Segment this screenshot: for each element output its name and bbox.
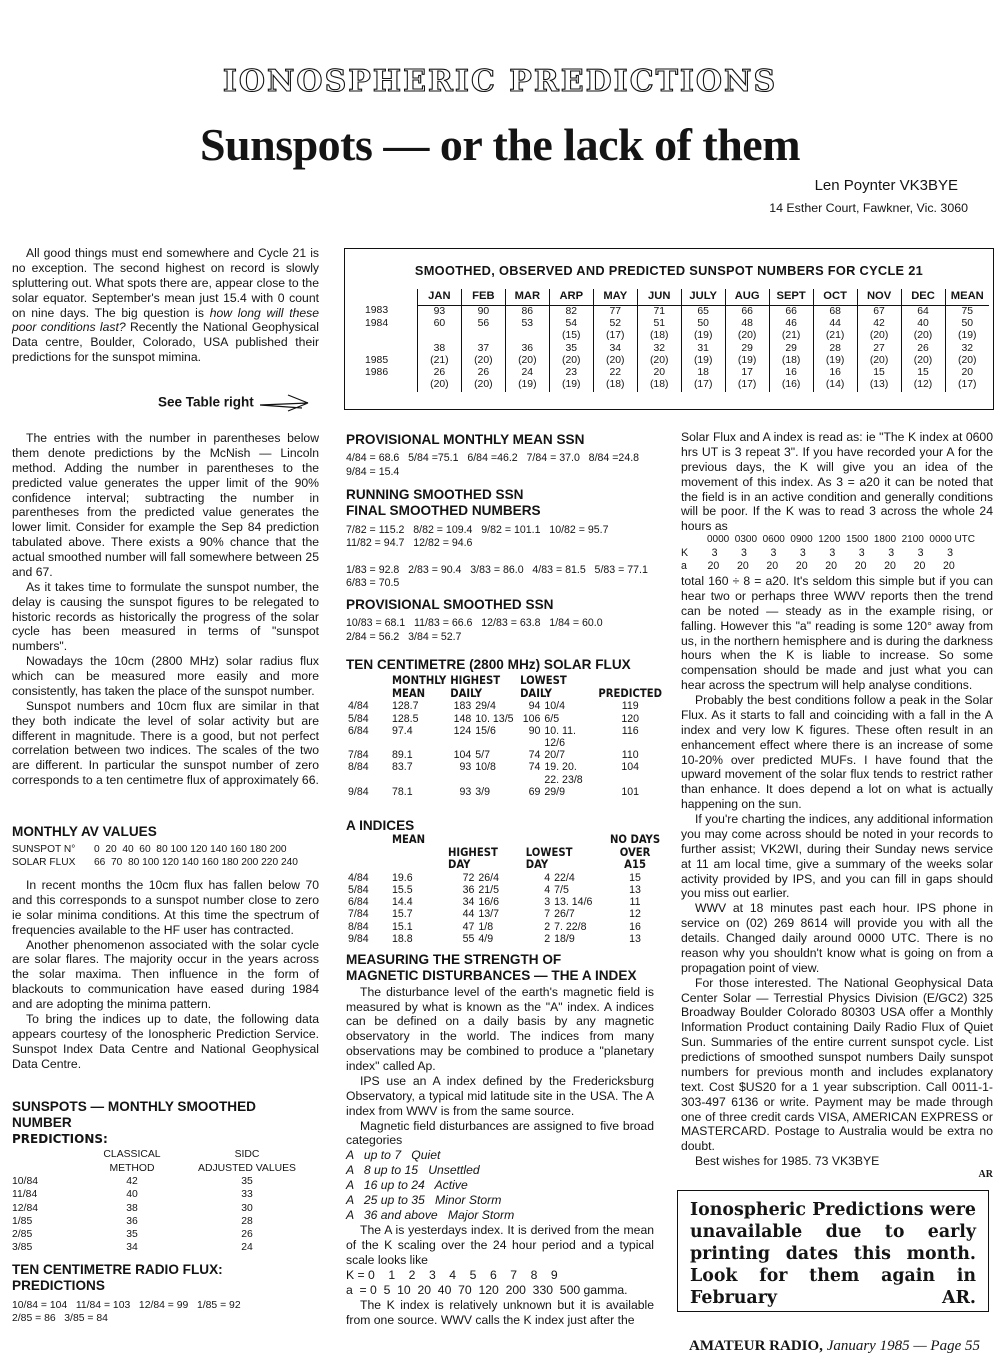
table-cell: 7/5 [554, 884, 569, 897]
table-cell: 29 (18) [769, 343, 813, 368]
table-cell: 32 (20) [945, 343, 989, 368]
table-cell: 15.7 [392, 908, 413, 921]
table-cell: 6/5 [544, 712, 560, 725]
table-row: 1/85 36 28 [12, 1215, 253, 1227]
table-cell: 65 [681, 305, 725, 318]
section-kicker: IONOSPHERIC PREDICTIONS [222, 64, 778, 99]
table-cell: 29/9 [544, 785, 566, 798]
table-cell: 2 [544, 920, 551, 933]
ar-end-mark: AR [978, 1169, 993, 1181]
measuring-section: MEASURING THE STRENGTH OF MAGNETIC DISTURBANCES — THE A INDEX The disturbance level of the earth's magnetic field is measured by what is known as the "A" index. A indices can be defined on a daily basis by any magnetic observatory in the world. The indices from many observations may be combined to produce a "planetary index" called Ap. IPS use an A index defined by the Fredericksburg Observatory, a typical mid latitude site in the USA. The A index from WWV is from the same source. Magnetic field disturbances are assigned to five broad categories A up to 7 Quiet A 8 up to 15 Unsettled A 16 up to 24 Active A 25 up to 35 Minor Storm A 36 and above Major Storm The A is yesterdays index. It is derived from the mean of the K scaling over the 24 hour period and a typical scale looks like K = 0 1 2 3 4 5 6 7 8 9 a = 0 5 10 20 40 70 120 200 330 500 gamma. The K index is relatively unknown but it is available from one source. WWV calls the K index just after the [346, 952, 654, 1327]
smoothed-table: CLASSICAL SIDC METHOD ADJUSTED VALUES 10/84 42 35 11/84 40 33 12/84 38 30 1/85 36 28 2/85 35 26 3/85 34 24 [12, 1148, 312, 1255]
table-row [346, 884, 664, 896]
month-header: NOV [857, 289, 901, 305]
table-cell: 42 (20) [857, 318, 901, 343]
table-cell: 104 [453, 749, 472, 762]
table-cell: 48 (20) [725, 318, 769, 343]
table-cell: 32 (20) [637, 343, 681, 368]
table-cell: 26 (20) [461, 367, 505, 392]
table-cell: 17 (17) [725, 367, 769, 392]
table-cell: 9/84 [348, 785, 369, 798]
table-cell: 14.4 [392, 896, 413, 909]
table-cell: 67 [857, 305, 901, 318]
table-cell: 7/84 [348, 749, 369, 762]
table-cell: 26/4 [478, 871, 500, 884]
table-cell: 4/84 [348, 700, 369, 713]
table-cell: 75 [945, 305, 989, 318]
table-cell: 82 [549, 305, 593, 318]
running-smoothed: RUNNING SMOOTHED SSN FINAL SMOOTHED NUMBERS 7/82 = 115.2 8/82 = 109.4 9/82 = 101.1 10/82 = 95.7 11/82 = 94.7 12/82 = 94.6 1/83 = 92.8 2/83 = 90.4 3/83 = 86.0 4/83 = 81.5 5/83 = 77.1 6/83 = 70.5 [346, 487, 648, 590]
table-cell: 18.8 [392, 932, 413, 945]
table-cell: 128.5 [392, 712, 419, 725]
table-cell: 54 (15) [549, 318, 593, 343]
month-header: FEB [461, 289, 505, 305]
article-title: Sunspots — or the lack of them [199, 119, 801, 170]
table-cell: 13. 14/6 [554, 896, 593, 909]
table-cell: 16 (14) [813, 367, 857, 392]
right-column: Solar Flux and A index is read as: ie "The K index at 0600 hrs UT is 3 repeat 3". If you have recorded your A for the previous days, the K will give you an idea of the movement of this index. As 3 = a20 it can be noted that the field is in an active condition and generally conditions will be poor. If the K was to read 3 across the whole 24 hours as 0000 0300 0600 0900 1200 1500 1800 2100 0000 UTC K 3 3 3 3 3 3 3 3 3 a 20 20 20 20 20 20 20 20 20 total 160 ÷ 8 = a20. It's seldom this simple but if you can hear two or perhaps three WWV reports then the trend can be noted — steady as in the example rising, or falling. However this "a" reading is some 120° away from us, in the northern hemisphere and is during the darkness hours when the K is liable to increase. So some compensation should be made and just what you can hear across the spectrum will help analyse conditions. Probably the best conditions follow a peak in the Solar Flux. As it starts to fall and coinciding with a fall in the A index and very low K figures. These often result in an enhancement effect where there is an increase of some 10-20% over predicted MUFs. I have found that the upward movement of the solar flux tends to restrict rather than enhance. It does depend a lot on what is actually happening on the sun. If you're charting the indices, any additional information you may come across should be noted in your records to further assist; VK2WI, during their Sunday news service at 11 am local time, give a summary of the weeks solar activity provided by IPS, and you can fill in gaps should you miss out earlier. WWV at 18 minutes past each hour. IPS phone in service on (02) 269 8614 will provide you with all the details. Changed daily around 0000 UTC. There is no reason why you shouldn't know what is going on from a propagation point of view. For those interested. The National Geophysical Data Center Solar — Terrestial Physics Division (E/GC2) 325 Broadway Boulder Colorado 80303 USA offer a Monthly Information Product containing Daily Radio Flux of Quiet Sun. Summaries of the entire current sunspot cycle. List predictions of smoothed sunspot numbers Daily sunspot numbers for previous month and includes explanatory text. Cost $US20 for a 1 year subscription. Call 0011-1-303-497 6136 or write. Payment may be made through one of three credit cards VISA, AMERICAN EXPRESS or MASTERCARD. Postage to Australia would be extra no doubt. Best wishes for 1985. 73 VK3BYE AR [681, 430, 993, 1181]
table-cell: 34 (20) [593, 343, 637, 368]
table-cell: 5/84 [348, 712, 369, 725]
table-row [346, 908, 664, 920]
table-row [346, 713, 664, 725]
table-cell: 120 [621, 712, 640, 725]
table-cell: 101 [621, 785, 640, 798]
table-cell: 50 (19) [681, 318, 725, 343]
table-cell: 40 (20) [901, 318, 945, 343]
table-cell: 19.6 [392, 871, 413, 884]
table-cell: 94 [528, 700, 541, 713]
table-cell: 60 [417, 318, 461, 343]
table-cell: 29 (19) [725, 343, 769, 368]
author-name: Len Poynter VK3BYE [814, 177, 958, 194]
table-row [346, 872, 664, 884]
table-cell: 5/7 [475, 749, 490, 762]
table-cell: 74 [528, 761, 541, 774]
table-row: 1986 26 (20) 26 (20) 24 (19) 23 (19) 22 (18) 20 (18) 18 (17) 17 (17) 16 (16) 16 (14) 15 (13) 15 (12) 20 (17) [349, 367, 989, 392]
table-row: 10/84 42 35 [12, 1175, 253, 1187]
table-cell: 23 (19) [549, 367, 593, 392]
month-header: MAY [593, 289, 637, 305]
month-header: OCT [813, 289, 857, 305]
radio-flux-predictions: TEN CENTIMETRE RADIO FLUX: PREDICTIONS 10/84 = 104 11/84 = 103 12/84 = 99 1/85 = 92 2/85 = 86 3/85 = 84 [12, 1262, 241, 1324]
table-cell: 24 (19) [505, 367, 549, 392]
table-cell: 3 [544, 896, 551, 909]
table-cell: 26/7 [554, 908, 575, 921]
table-cell: 16 [629, 920, 641, 933]
table-cell: 26 (20) [901, 343, 945, 368]
table-cell: 69 [528, 785, 541, 798]
table-cell: 21/5 [478, 884, 500, 897]
table-cell: 13/7 [478, 908, 500, 921]
table-cell: 72 [462, 871, 475, 884]
table-cell: 4/84 [348, 871, 369, 884]
table-cell: 128.7 [392, 700, 419, 713]
table-cell: 35 (20) [549, 343, 593, 368]
table-cell: 56 [461, 318, 505, 343]
table-row [346, 725, 664, 749]
table-cell: 13 [629, 884, 641, 897]
table-cell: 3/9 [475, 785, 490, 798]
table-row: 3/85 34 24 [12, 1242, 253, 1254]
table-cell: 20/7 [544, 749, 566, 762]
smoothed-predictions: SUNSPOTS — MONTHLY SMOOTHED NUMBER PREDICTIONS: CLASSICAL SIDC METHOD ADJUSTED VALUES 10/84 42 35 11/84 40 33 12/84 38 30 1/85 36 28 2/85 35 26 3/85 34 24 [12, 1099, 322, 1255]
table-cell: 31 (19) [681, 343, 725, 368]
table-cell: 7. 22/8 [554, 920, 587, 933]
solar-flux-table: MONTHLY MEAN HIGHEST DAILY LOWEST DAILY PREDICTED 4/84 128.7 183 29/4 94 10/4 119 5/84 128.5 148 10. 13/5 106 6/5 120 6/84 97.4 124 15/6 90 10. 11. 12/6 116 7/84 89.1 104 5/7 74 20/7 110 8/84 83.7 93 10/8 74 19. 20. 22. 23/8 104 9/84 78.1 93 3/9 69 29/9 101 [346, 675, 664, 798]
table-cell: 15 (12) [901, 367, 945, 392]
table-cell: 2 [544, 932, 551, 945]
table-cell: 68 [813, 305, 857, 318]
table-cell: 37 (20) [461, 343, 505, 368]
table-cell: 19. 20. 22. 23/8 [544, 761, 583, 786]
table-cell: 20 (18) [637, 367, 681, 392]
table-cell: 36 (20) [505, 343, 549, 368]
table-cell: 15 [629, 871, 641, 884]
month-header: DEC [901, 289, 945, 305]
table-cell: 183 [453, 700, 472, 713]
table-cell: 110 [621, 749, 639, 762]
table-cell: 116 [621, 724, 639, 737]
table-cell: 15.5 [392, 884, 413, 897]
table-row: 1985 38 (21) 37 (20) 36 (20) 35 (20) 34 (20) 32 (20) 31 (19) 29 (19) 29 (18) 28 (19) 27 (20) 26 (20) 32 (20) [349, 343, 989, 368]
table-row [346, 749, 664, 761]
table-cell: 50 (19) [945, 318, 989, 343]
table-cell: 10/8 [475, 761, 496, 774]
table-cell: 6/84 [348, 896, 369, 909]
table-row [346, 700, 664, 712]
table-cell: 10. 11. 12/6 [544, 724, 577, 749]
month-header: MAR [505, 289, 549, 305]
table-cell: 18 (17) [681, 367, 725, 392]
table-cell: 4/9 [478, 932, 494, 945]
table-row [346, 933, 664, 945]
table-cell: 97.4 [392, 724, 413, 737]
table-cell: 15.1 [392, 920, 413, 933]
a-indices-table: MEAN HIGHEST DAY LOWEST DAY NO DAYS OVER A15 4/84 19.6 72 26/4 4 22/4 15 5/84 15.5 36 21/5 4 7/5 13 6/84 14.4 34 16/6 3 13. 14/6 11 7/84 15.7 44 13/7 7 26/7 12 8/84 15.1 47 1/8 2 7. 22/8 16 9/84 18.8 55 4/9 2 18/9 13 [346, 834, 664, 945]
monthly-av-values: MONTHLY AV VALUES SUNSPOT N° 0 20 40 60 80 100 120 140 160 180 200 SOLAR FLUX 66 70 80 100 120 140 160 180 200 220 240 [12, 824, 298, 869]
table-row [346, 921, 664, 933]
table-cell: 20 (17) [945, 367, 989, 392]
table-cell: 124 [453, 724, 472, 737]
table-cell: 44 (21) [813, 318, 857, 343]
table-cell: 77 [593, 305, 637, 318]
table-cell: 9/84 [348, 932, 369, 945]
table-cell: 36 [462, 884, 475, 897]
table-cell: 15 (13) [857, 367, 901, 392]
table-cell: 106 [522, 712, 541, 725]
table-cell: 93 [417, 305, 461, 318]
ssn-table-box [344, 248, 994, 410]
a-indices-section: A INDICES MEAN HIGHEST DAY LOWEST DAY NO DAYS OVER A15 4/84 19.6 72 26/4 4 22/4 15 5/84 15.5 36 21/5 4 7/5 13 6/84 14.4 34 16/6 3 13. 14/6 11 7/84 15.7 44 13/7 7 26/7 12 8/84 15.1 47 1/8 2 7. 22/8 16 9/84 18.8 55 4/9 2 18/9 13 [346, 818, 666, 945]
table-cell: 66 [725, 305, 769, 318]
month-header: MEAN [945, 289, 989, 305]
table-cell: 104 [621, 761, 640, 774]
table-row: 12/84 38 30 [12, 1202, 253, 1214]
month-header: JUN [637, 289, 681, 305]
table-cell: 28 (19) [813, 343, 857, 368]
month-header: JAN [417, 289, 461, 305]
table-cell: 8/84 [348, 920, 369, 933]
table-cell: 74 [528, 749, 541, 762]
table-cell: 89.1 [392, 749, 413, 762]
month-header: SEPT [769, 289, 813, 305]
table-cell: 66 [769, 305, 813, 318]
table-cell: 18/9 [554, 932, 575, 945]
table-cell: 12 [629, 908, 641, 921]
table-cell: 93 [459, 761, 472, 774]
table-cell: 4 [544, 884, 551, 897]
table-cell: 90 [461, 305, 505, 318]
table-row: 1984 60 56 53 54 (15) 52 (17) 51 (18) 50 (19) 48 (20) 46 (21) 44 (21) 42 (20) 40 (20) 50 (19) [349, 318, 989, 343]
table-cell: 38 (21) [417, 343, 461, 368]
table-cell: 148 [453, 712, 472, 725]
month-header: JULY [681, 289, 725, 305]
table-cell: 90 [528, 724, 541, 737]
table-cell: 47 [462, 920, 475, 933]
table-cell: 93 [459, 785, 472, 798]
table-cell: 11 [629, 896, 641, 909]
left-body-2: In recent months the 10cm flux has fallen below 70 and this corresponds to a sunspot number close to zero ie solar minima conditions. At this time the spectrum of frequencies available to the HF user has contracted. Another phenomenon associated with the solar cycle are solar flares. The majority occur in the years across the solar maxima. Then influence in the form of blackouts to communication have eased during 1984 and are adopting the minima pattern. To bring the indices up to date, the following data appears courtesy of the Ionospheric Prediction Service. Sunspot Index Data Centre and National Geophysical Data Centre. [12, 878, 319, 1071]
table-cell: 52 (17) [593, 318, 637, 343]
table-cell: 10/4 [544, 700, 566, 713]
table-cell: 83.7 [392, 761, 413, 774]
notice-box: Ionospheric Predictions were unavailable due to early printing dates this month. Look for them again in February AR. [677, 1190, 989, 1312]
table-cell: 7 [544, 908, 551, 921]
table-cell: 22 (18) [593, 367, 637, 392]
arrow-right-icon [258, 392, 316, 414]
table-cell: 86 [505, 305, 549, 318]
table-cell: 22/4 [554, 871, 575, 884]
ssn-table-caption: SMOOTHED, OBSERVED AND PREDICTED SUNSPOT NUMBERS FOR CYCLE 21 [414, 263, 924, 278]
table-cell: 13 [629, 932, 641, 945]
table-cell: 8/84 [348, 761, 369, 774]
table-cell: 71 [637, 305, 681, 318]
left-body-1: The entries with the number in parentheses below them denote predictions by the McNish — Lincoln method. Adding the number in parentheses to the predicted value generates the upper limit of the 90% confidence interval; subtracting the number in parentheses from the predicted value generates the lower limit. Consider for example the Sep 84 prediction tabulated above. There exists a 90% chance that the actual smoothed number will fall somewhere between 25 and 67. As it takes time to formulate the sunspot number, the delay is causing the sunspot figures to be relegated to historic records as historically the progress of the solar cycle has been measured in terms of "sunspot numbers". Nowadays the 10cm (2800 MHz) solar radius flux which can be measured more easily and more consistently, has taken the place of the sunspot number. Sunspot numbers and 10cm flux are similar in that they both indicate the level of solar activity but are different in magnitude. There is a good, but not perfect correlation between two indices. The scales of the two are different. In particular the sunspot number of zero corresponds to a ten centimetre flux of approximately 66. [12, 431, 319, 788]
table-cell: 53 [505, 318, 549, 343]
table-cell: 16/6 [478, 896, 500, 909]
table-cell: 119 [621, 700, 639, 713]
table-cell: 26 (20) [417, 367, 461, 392]
author-address: 14 Esther Court, Fawkner, Vic. 3060 [769, 201, 968, 215]
table-row [346, 761, 664, 785]
page-footer: AMATEUR RADIO, January 1985 — Page 55 [689, 1338, 980, 1354]
provisional-monthly: PROVISIONAL MONTHLY MEAN SSN 4/84 = 68.6 5/84 =75.1 6/84 =46.2 7/84 = 37.0 8/84 =24.8 9/84 = 15.4 [346, 432, 640, 478]
table-row: 11/84 40 33 [12, 1189, 253, 1201]
table-cell: 34 [462, 896, 475, 909]
table-row: 1983 93 90 86 82 77 71 65 66 66 68 67 64 75 [349, 305, 989, 318]
table-cell: 1/8 [478, 920, 494, 933]
table-cell: 5/84 [348, 884, 369, 897]
table-row: 2/85 35 26 [12, 1229, 253, 1241]
table-cell: 55 [462, 932, 475, 945]
table-row [346, 896, 664, 908]
table-cell: 78.1 [392, 785, 413, 798]
ssn-table [349, 289, 989, 392]
table-cell: 29/4 [475, 700, 496, 713]
table-cell: 51 (18) [637, 318, 681, 343]
month-header: AUG [725, 289, 769, 305]
table-cell: 4 [544, 871, 551, 884]
table-cell: 10. 13/5 [475, 712, 514, 725]
provisional-smoothed: PROVISIONAL SMOOTHED SSN 10/83 = 68.1 11/83 = 66.6 12/83 = 63.8 1/84 = 60.0 2/84 = 56.2 3/84 = 52.7 [346, 597, 603, 643]
table-cell: 64 [901, 305, 945, 318]
see-table-note: See Table right [158, 392, 316, 414]
table-cell: 15/6 [475, 724, 496, 737]
solar-flux-section: TEN CENTIMETRE (2800 MHz) SOLAR FLUX MONTHLY MEAN HIGHEST DAILY LOWEST DAILY PREDICTED 4/84 128.7 183 29/4 94 10/4 119 5/84 128.5 148 10. 13/5 106 6/5 120 6/84 97.4 124 15/6 90 10. 11. 12/6 116 7/84 89.1 104 5/7 74 20/7 110 8/84 83.7 93 10/8 74 19. 20. 22. 23/8 104 9/84 78.1 93 3/9 69 29/9 101 [346, 657, 666, 798]
table-cell: 7/84 [348, 908, 369, 921]
table-cell: 27 (20) [857, 343, 901, 368]
month-header: ARP [549, 289, 593, 305]
table-cell: 44 [462, 908, 475, 921]
table-cell: 46 (21) [769, 318, 813, 343]
intro-text: All good things must end somewhere and Cycle 21 is no exception. The second highest on record is slowly spluttering out. What spots there are, appear close to the solar equator. September's mean just 15.4 with 0 count on nine days. The big question is how long will these poor conditions last? Recently the National Geophysical Data centre, Boulder, Colorado, USA published their predictions for the sunspot mimina. [12, 246, 320, 365]
table-cell: 6/84 [348, 724, 369, 737]
table-row [346, 786, 664, 798]
table-cell: 16 (16) [769, 367, 813, 392]
